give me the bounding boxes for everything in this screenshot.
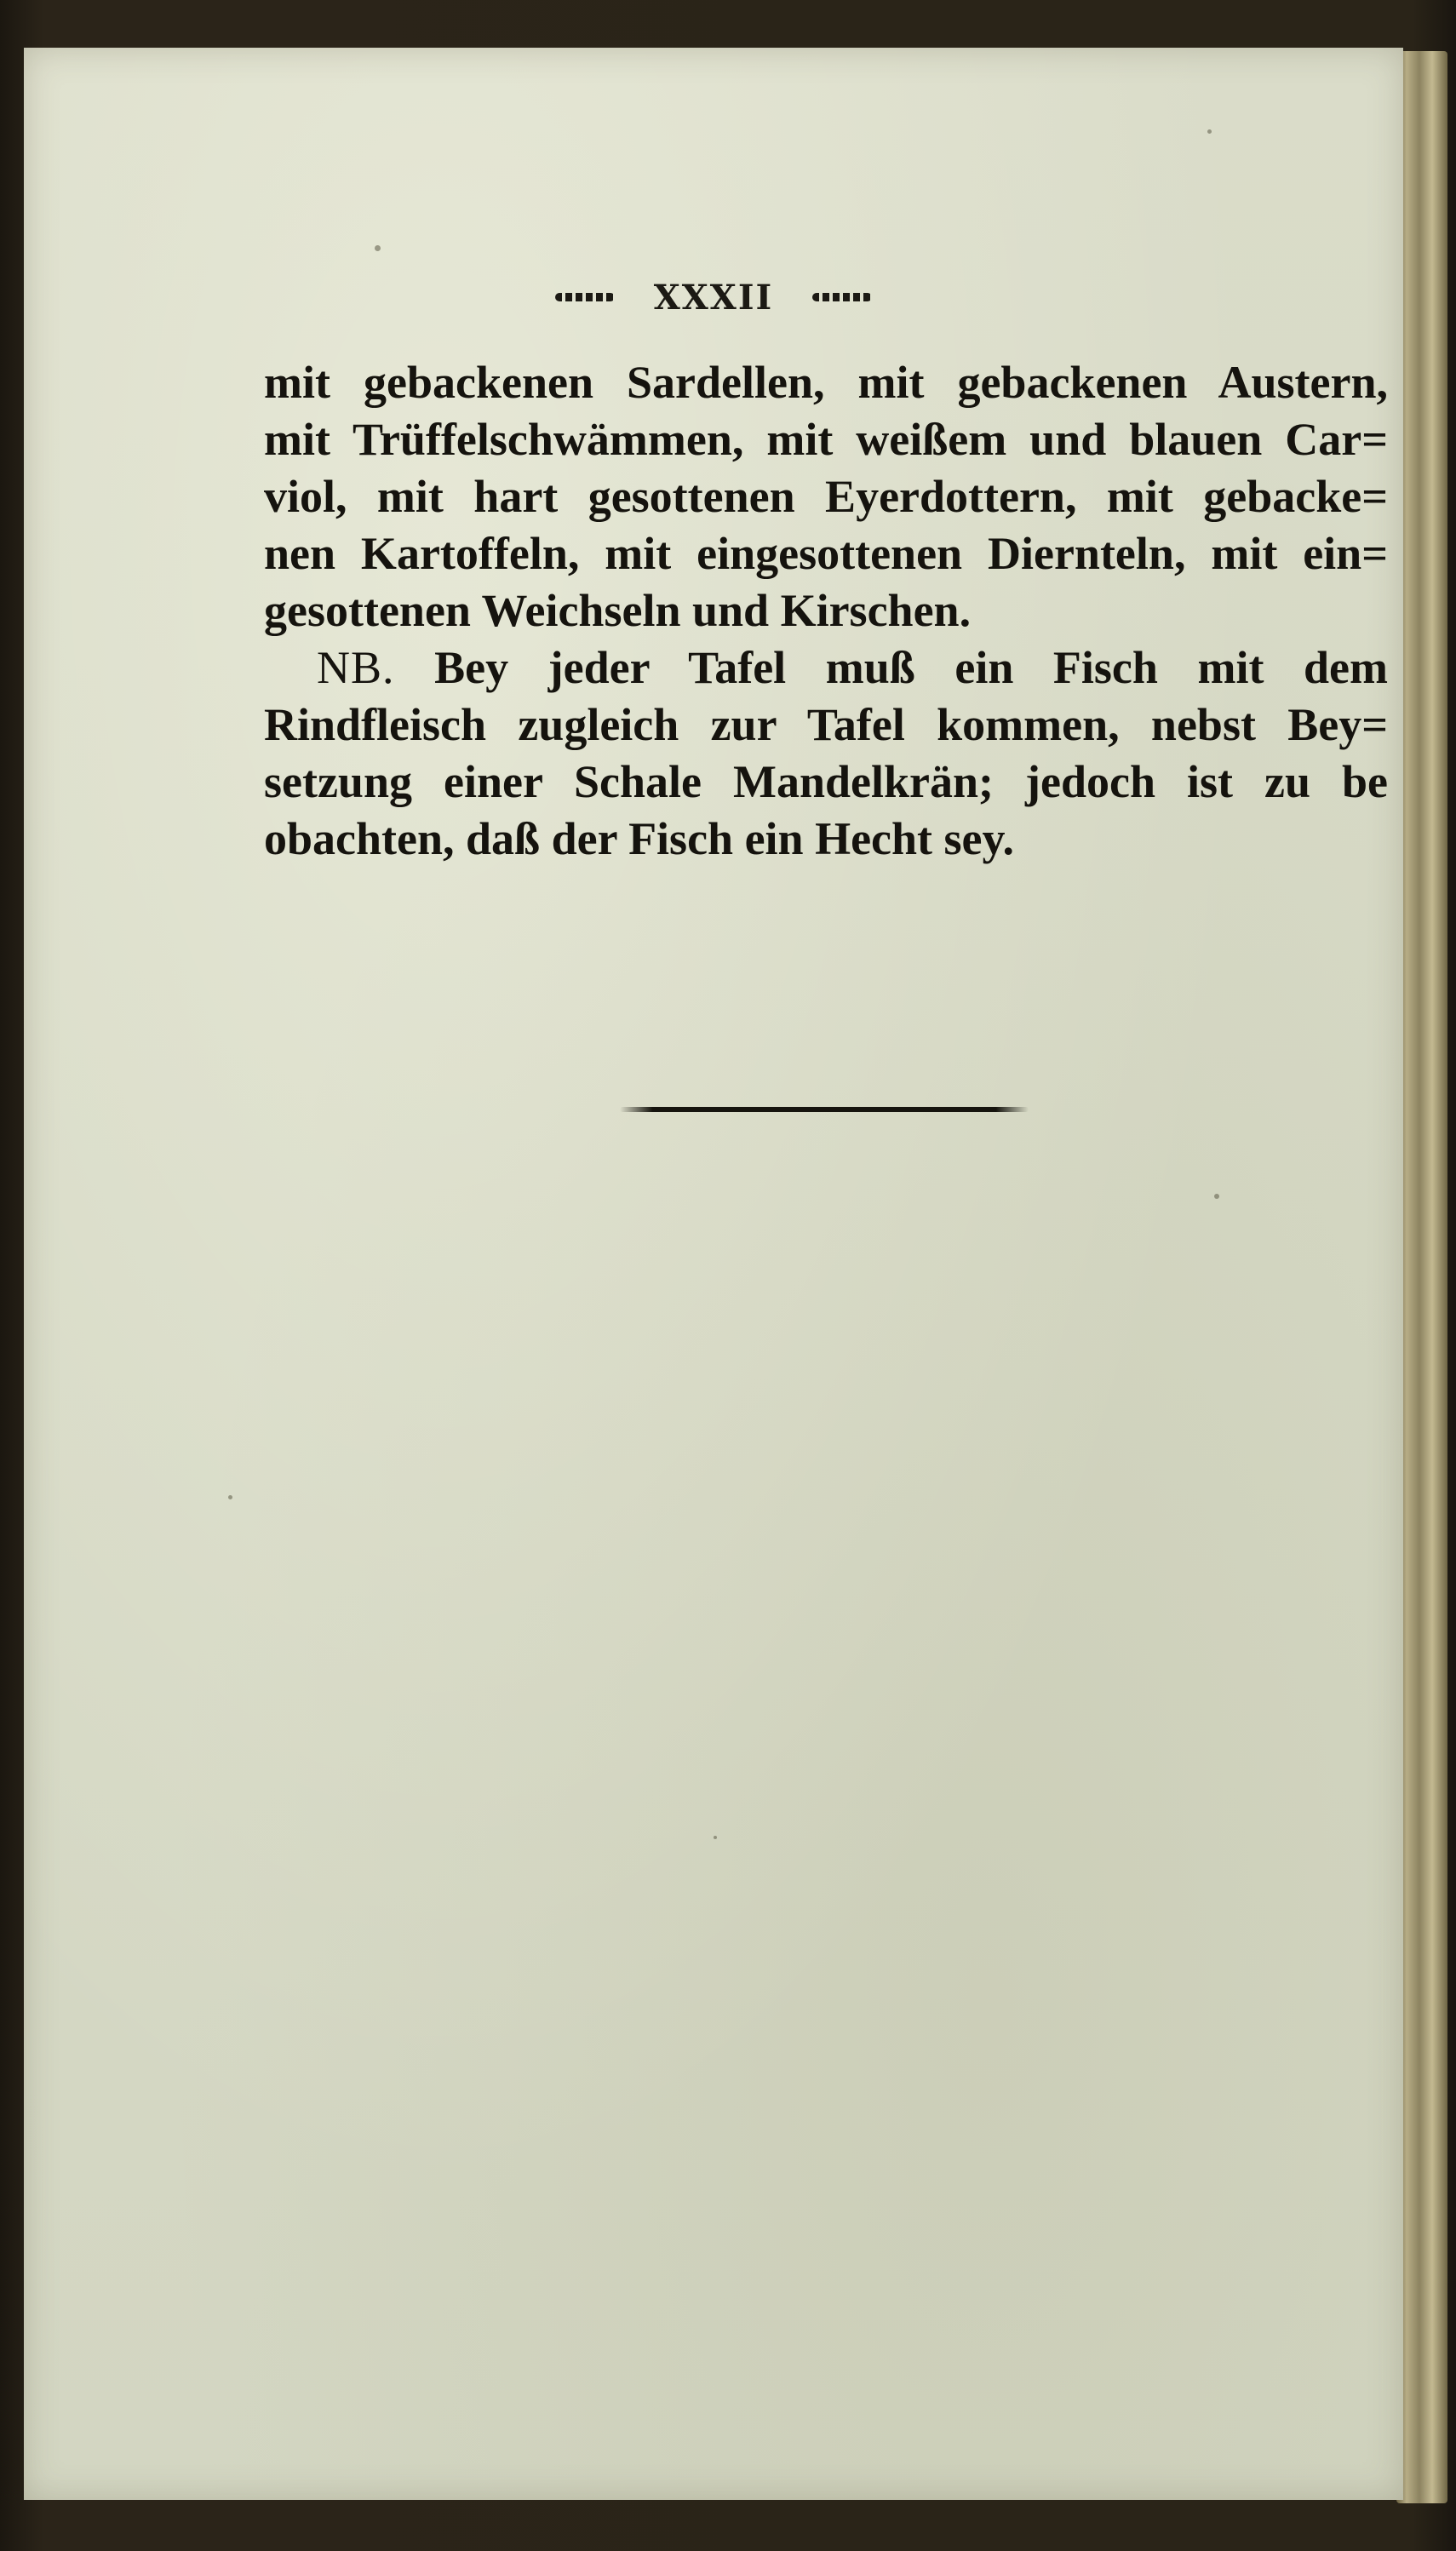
paper-speck	[714, 1836, 717, 1839]
text-line: viol, mit hart gesottenen Eyerdottern, mit gebacke=	[264, 471, 1388, 522]
text-line-rest: Bey jeder Tafel muß ein Fisch mit dem	[394, 642, 1388, 693]
header-ornament-left	[555, 293, 615, 301]
paper-speck	[228, 1495, 232, 1499]
header-ornament-right	[812, 293, 872, 301]
paper-speck	[375, 245, 381, 251]
paper-speck	[1214, 1194, 1219, 1199]
nota-bene-mark: NB.	[317, 642, 395, 693]
text-line: mit Trüffelschwämmen, mit weißem und blauen Car=	[264, 414, 1388, 465]
paragraph-1	[264, 354, 1388, 639]
page-body	[264, 354, 1388, 868]
page-header	[24, 278, 1403, 318]
book-page	[24, 48, 1403, 2500]
text-line-with-lead	[264, 639, 1388, 697]
text-line: Rindfleisch zugleich zur Tafel kommen, nebst Bey=	[264, 699, 1388, 750]
text-line: gesottenen Weichseln und Kirschen.	[264, 585, 972, 636]
text-line: setzung einer Schale Mandelkrän; jedoch ist zu be	[264, 756, 1388, 807]
paper-speck	[1207, 129, 1212, 134]
section-divider-rule	[620, 1107, 1029, 1112]
page-folio: XXXII	[653, 278, 774, 318]
page-edge-stack	[1396, 51, 1447, 2503]
text-line: obachten, daß der Fisch ein Hecht sey.	[264, 813, 1015, 864]
text-line: nen Kartoffeln, mit eingesottenen Dierntеln, mit ein=	[264, 528, 1388, 579]
paragraph-2	[264, 639, 1388, 868]
text-line: mit gebackenen Sardellen, mit gebackenen Austern,	[264, 357, 1388, 408]
